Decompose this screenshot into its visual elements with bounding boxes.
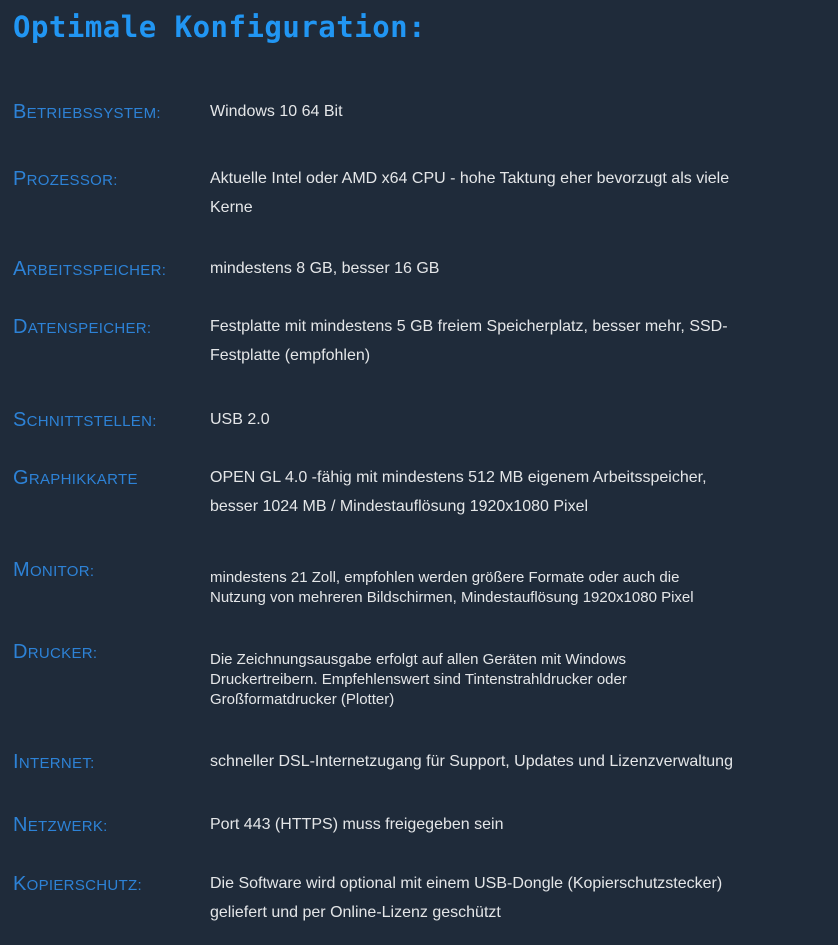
spec-label-graphikkarte: GRAPHIKKARTE xyxy=(13,467,138,489)
spec-value-kopierschutz xyxy=(210,869,810,927)
spec-value-line: Windows 10 64 Bit xyxy=(210,103,343,120)
spec-value-line: Druckertreibern. Empfehlenswert sind Tintenstrahldrucker oder xyxy=(210,671,627,688)
spec-value-line: Die Zeichnungsausgabe erfolgt auf allen Geräten mit Windows xyxy=(210,651,627,668)
spec-value-schnittstellen xyxy=(210,405,810,434)
spec-value-line: Festplatte mit mindestens 5 GB freiem Speicherplatz, besser mehr, SSD- xyxy=(210,318,728,335)
spec-value-line: besser 1024 MB / Mindestauflösung 1920x1080 Pixel xyxy=(210,498,589,515)
spec-value-graphikkarte xyxy=(210,463,810,521)
spec-label-drucker: DRUCKER: xyxy=(13,641,98,663)
spec-row-prozessor xyxy=(13,169,818,222)
spec-label-arbeitsspeicher: ARBEITSSPEICHER: xyxy=(13,258,167,280)
spec-label-netzwerk: NETZWERK: xyxy=(13,814,108,836)
spec-row-graphikkarte xyxy=(13,468,818,521)
spec-value-line: Nutzung von mehreren Bildschirmen, Mindestauflösung 1920x1080 Pixel xyxy=(210,589,694,606)
spec-value-line: schneller DSL-Internetzugang für Support, Updates und Lizenzverwaltung xyxy=(210,753,733,770)
spec-label-monitor: MONITOR: xyxy=(13,559,95,581)
spec-value-line: Die Software wird optional mit einem USB-Dongle (Kopierschutzstecker) xyxy=(210,875,723,892)
spec-row-monitor xyxy=(13,560,818,608)
spec-row-netzwerk xyxy=(13,815,818,839)
spec-value-line: Kerne xyxy=(210,199,253,216)
spec-label-betriebssystem: BETRIEBSSYSTEM: xyxy=(13,101,161,123)
spec-label-datenspeicher: DATENSPEICHER: xyxy=(13,316,152,338)
spec-row-betriebssystem xyxy=(13,102,818,126)
spec-value-line: Festplatte (empfohlen) xyxy=(210,347,371,364)
spec-value-prozessor xyxy=(210,164,810,222)
spec-row-internet xyxy=(13,752,818,776)
spec-row-datenspeicher xyxy=(13,317,818,370)
spec-value-arbeitsspeicher xyxy=(210,254,810,283)
spec-row-drucker xyxy=(13,642,818,710)
spec-value-line: Aktuelle Intel oder AMD x64 CPU - hohe Taktung eher bevorzugt als viele xyxy=(210,170,730,187)
spec-value-line: Großformatdrucker (Plotter) xyxy=(210,691,395,708)
spec-label-kopierschutz: KOPIERSCHUTZ: xyxy=(13,873,142,895)
spec-value-line: geliefert und per Online-Lizenz geschützt xyxy=(210,904,501,921)
spec-row-arbeitsspeicher xyxy=(13,259,818,283)
spec-value-drucker xyxy=(210,650,810,710)
spec-value-line: mindestens 8 GB, besser 16 GB xyxy=(210,260,440,277)
spec-label-schnittstellen: SCHNITTSTELLEN: xyxy=(13,409,157,431)
spec-value-betriebssystem xyxy=(210,97,810,126)
spec-value-line: mindestens 21 Zoll, empfohlen werden größere Formate oder auch die xyxy=(210,569,680,586)
spec-row-schnittstellen xyxy=(13,410,818,434)
spec-value-line: USB 2.0 xyxy=(210,411,270,428)
spec-row-kopierschutz xyxy=(13,874,818,927)
spec-value-monitor xyxy=(210,568,810,608)
spec-value-netzwerk xyxy=(210,810,810,839)
spec-label-internet: INTERNET: xyxy=(13,751,95,773)
spec-value-internet xyxy=(210,747,810,776)
spec-value-line: OPEN GL 4.0 -fähig mit mindestens 512 MB eigenem Arbeitsspeicher, xyxy=(210,469,707,486)
spec-value-line: Port 443 (HTTPS) muss freigegeben sein xyxy=(210,816,504,833)
page-title: Optimale Konfiguration: xyxy=(13,10,427,44)
spec-value-datenspeicher xyxy=(210,312,810,370)
spec-label-prozessor: PROZESSOR: xyxy=(13,168,118,190)
